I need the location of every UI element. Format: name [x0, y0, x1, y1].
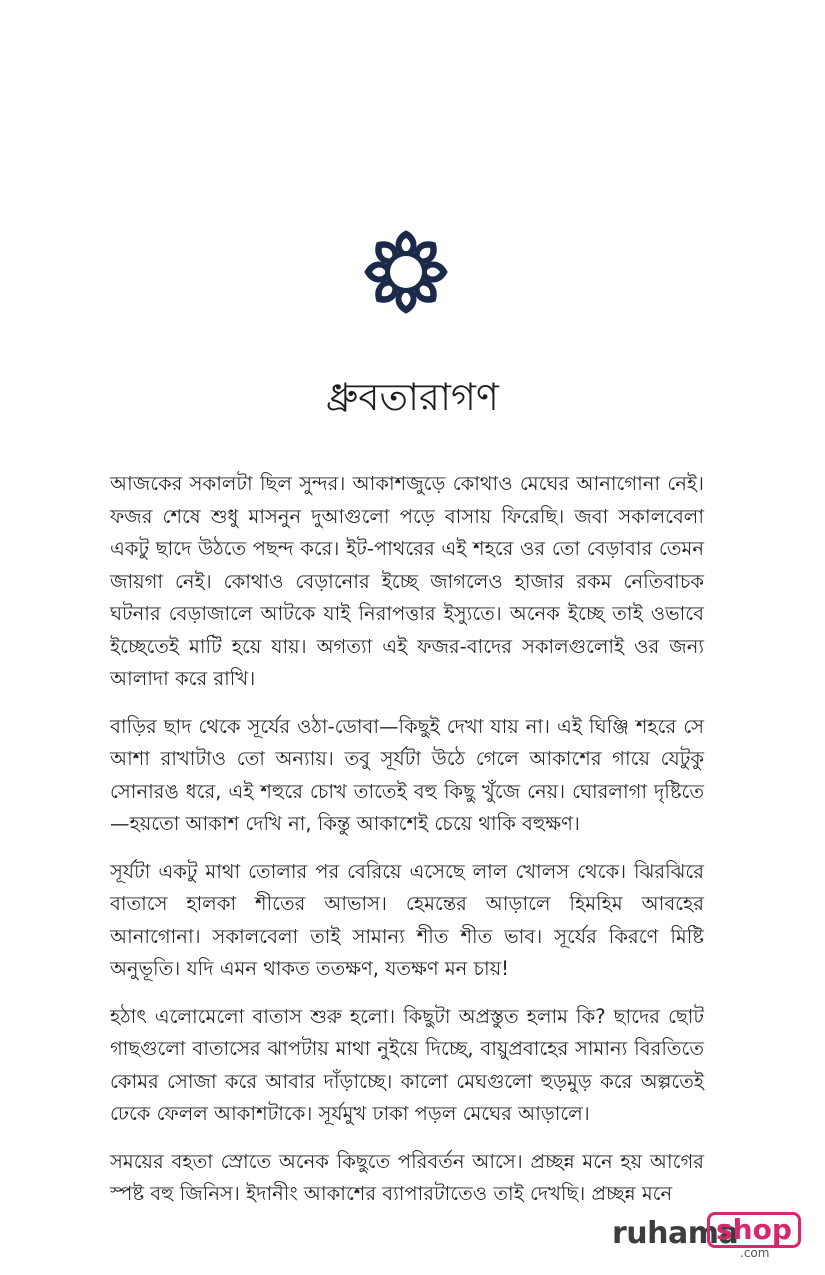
- paragraph-5: সময়ের বহতা স্রোতে অনেক কিছুতে পরিবর্তন আসে। প্রচ্ছন্ন মনে হয় আগের স্পষ্ট বহু জিনিস। ইদানীং আকাশের ব্যাপারটাতেও তাই দেখছি। প্রচ্ছন্ন মনে: [110, 1149, 704, 1205]
- paragraph-3: সূর্যটা একটু মাথা তোলার পর বেরিয়ে এসেছে লাল খোলস থেকে। ঝিরঝিরে বাতাসে হালকা শীতের আভাস। হেমন্তের আড়ালে হিমহিম আবহের আনাগোনা। সকালবেলা তাই সামান্য শীত শীত ভাব। সূর্যের কিরণে মিষ্টি অনুভূতি। যদি এমন থাকত ততক্ষণ, যতক্ষণ মন চায়!: [110, 859, 704, 980]
- paragraph-2: বাড়ির ছাদ থেকে সূর্যের ওঠা-ডোবা—কিছুই দেখা যায় না। এই ঘিঞ্জি শহরে সে আশা রাখাটাও তো অন্যায়। তবু সূর্যটা উঠে গেলে আকাশের গায়ে যেটুকু সোনারঙ ধরে, এই শহুরে চোখ তাতেই বহু কিছু খুঁজে নেয়। ঘোরলাগা দৃষ্টিতে—হয়তো আকাশ দেখি না, কিন্তু আকাশেই চেয়ে থাকি বহুক্ষণ।: [110, 714, 704, 835]
- watermark-ruhama-text: ruhama: [612, 1216, 739, 1251]
- chapter-title: ধ্রুবতারাগণ: [326, 375, 499, 419]
- watermark-shop-badge: shop: [707, 1212, 801, 1248]
- paragraph-1: আজকের সকালটা ছিল সুন্দর। আকাশজুড়ে কোথাও মেঘের আনাগোনা নেই। ফজর শেষে শুধু মাসনুন দুআগুলো পড়ে বাসায় ফিরেছি। জবা সকালবেলা একটু ছাদে উঠতে পছন্দ করে। ইট-পাথরের এই শহরে ওর তো বেড়াবার তেমন জায়গা নেই। কোথাও বেড়ানোর ইচ্ছে জাগলেও হাজার রকম নেতিবাচক ঘটনার বেড়াজালে আটকে যাই নিরাপত্তার ইস্যুতে। অনেক ইচ্ছে তাই ওভাবে ইচ্ছেতেই মাটি হয়ে যায়। অগত্যা এই ফজর-বাদের সকালগুলোই ওর জন্য আলাদা করে রাখি।: [110, 472, 704, 690]
- chapter-body: [110, 468, 704, 1226]
- paragraph-4: হঠাৎ এলোমেলো বাতাস শুরু হলো। কিছুটা অপ্রস্তুত হলাম কি? ছাদের ছোট গাছগুলো বাতাসের ঝাপটায় মাথা নুইয়ে দিচ্ছে, বায়ুপ্রবাহের সামান্য বিরতিতে কোমর সোজা করে আবার দাঁড়াচ্ছে। কালো মেঘগুলো হুড়মুড় করে অল্পতেই ঢেকে ফেলল আকাশটাকে। সূর্যমুখ ঢাকা পড়ল মেঘের আড়ালে।: [110, 1004, 704, 1125]
- ruhamashop-watermark: [612, 1212, 792, 1260]
- lotus-ornament-icon: [362, 228, 450, 316]
- watermark-com-text: .com: [740, 1246, 770, 1260]
